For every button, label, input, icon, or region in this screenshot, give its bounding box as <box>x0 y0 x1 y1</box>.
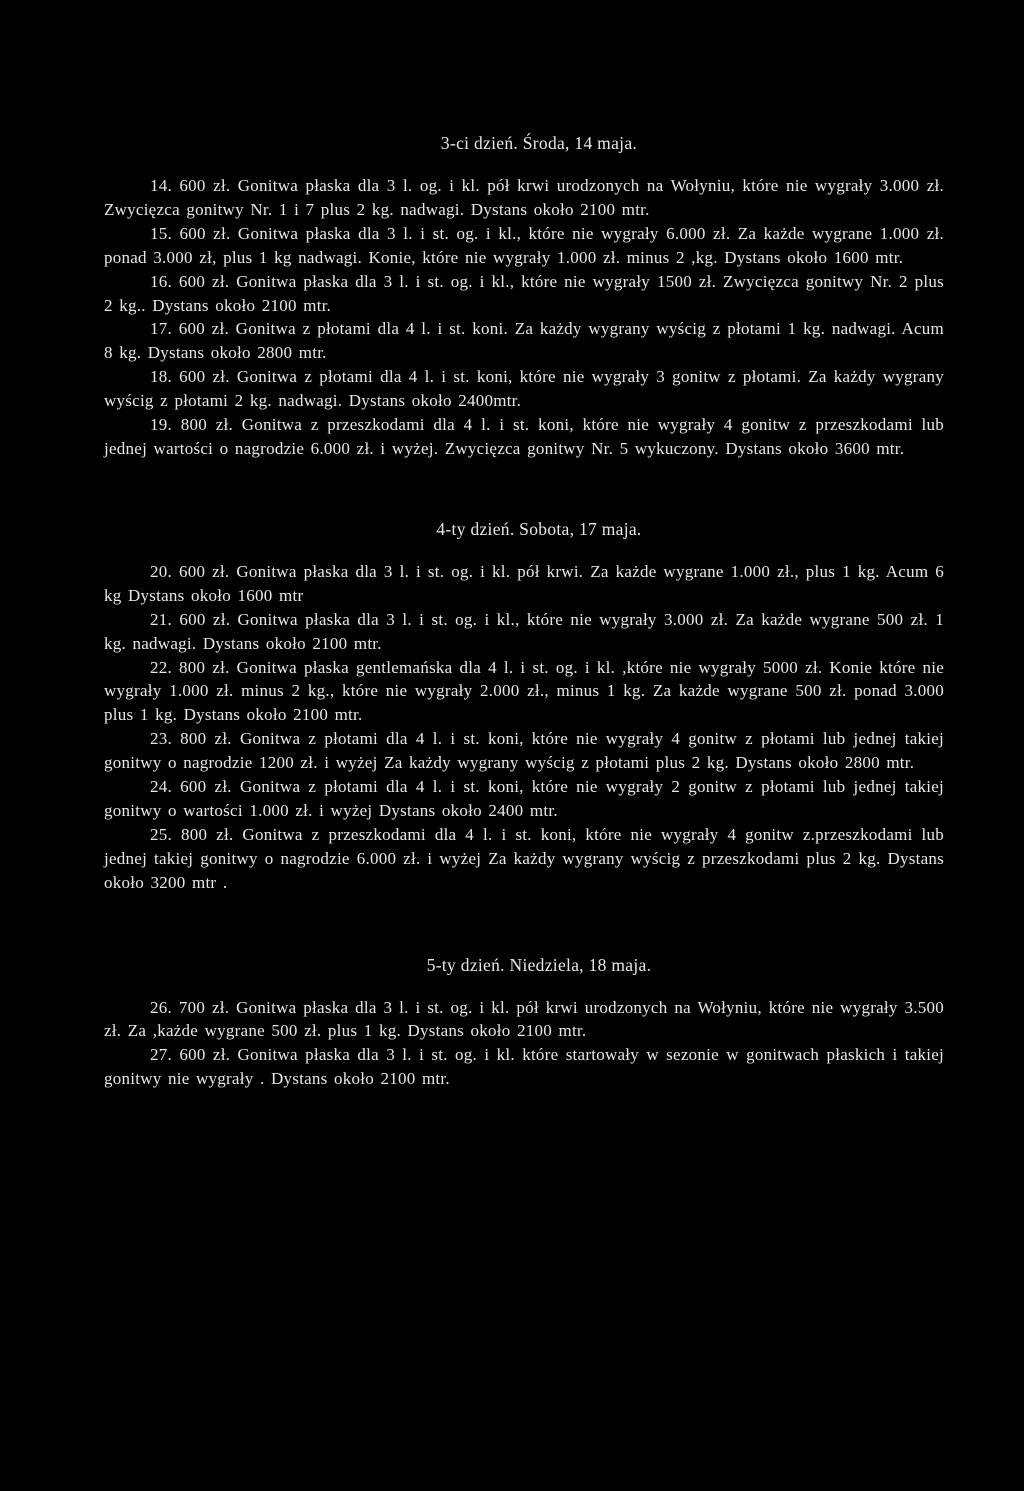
race-entry-15: 15. 600 zł. Gonitwa płaska dla 3 l. i st. og. i kl., które nie wygrały 6.000 zł. Za każde wygrane 1.000 zł. ponad 3.000 zł, plus 1 kg nadwagi. Konie, które nie wygrały 1.000 zł. minus 2 ,kg. Dystans około 1600 mtr. <box>104 223 944 267</box>
race-entry-23: 23. 800 zł. Gonitwa z płotami dla 4 l. i st. koni, które nie wygrały 4 gonitw z płotami lub jednej takiej gonitwy o nagrodzie 1200 zł. i wyżej Za każdy wygrany wyścig z płotami plus 2 kg. Dystans około 2800 mtr. <box>104 729 944 773</box>
day-heading: 4-ty dzień. Sobota, 17 maja. <box>436 518 642 539</box>
race-entry-17: 17. 600 zł. Gonitwa z płotami dla 4 l. i st. koni. Za każdy wygrany wyścig z płotami 1 kg. nadwagi. Acum 8 kg. Dystans około 2800 mtr. <box>104 319 944 363</box>
race-entry-19: 19. 800 zł. Gonitwa z przeszkodami dla 4 l. i st. koni, które nie wygrały 4 gonitw z przeszkodami lub jednej wartości o nagrodzie 6.000 zł. i wyżej. Zwycięzca gonitwy Nr. 5 wykuczony. Dystans około 3600 mtr. <box>104 415 944 458</box>
race-entry-24: 24. 600 zł. Gonitwa z płotami dla 4 l. i st. koni, które nie wygrały 2 gonitw z płotami lub jednej takiej gonitwy o wartości 1.000 zł. i wyżej Dystans około 2400 mtr. <box>104 777 944 820</box>
day-section-3 <box>104 133 944 461</box>
race-entry-18: 18. 600 zł. Gonitwa z płotami dla 4 l. i st. koni, które nie wygrały 3 gonitw z płotami. Za każdy wygrany wyścig z płotami 2 kg. nadwagi. Dystans około 2400mtr. <box>104 367 944 411</box>
race-entry-21: 21. 600 zł. Gonitwa płaska dla 3 l. i st. og. i kl., które nie wygrały 3.000 zł. Za każde wygrane 500 zł. 1 kg. nadwagi. Dystans około 2100 mtr. <box>104 609 944 653</box>
race-entry-27: 27. 600 zł. Gonitwa płaska dla 3 l. i st. og. i kl. które startowały w sezonie w gonitwach płaskich i takiej gonitwy nie wygrały . Dystans około 2100 mtr. <box>104 1045 944 1089</box>
day-heading: 3-ci dzień. Środa, 14 maja. <box>440 133 638 153</box>
document-page <box>104 0 944 1091</box>
day-heading: 5-ty dzień. Niedziela, 18 maja. <box>426 954 652 975</box>
race-entry-22: 22. 800 zł. Gonitwa płaska gentlemańska dla 4 l. i st. og. i kl. ,które nie wygrały 5000 zł. Konie które nie wygrały 1.000 zł. minus 2 kg., które nie wygrały 2.000 zł., minus 1 kg. Za każde wygrane 500 zł. ponad 3.000 plus 1 kg. Dystans około 2100 mtr. <box>104 657 944 725</box>
race-entry-16: 16. 600 zł. Gonitwa płaska dla 3 l. i st. og. i kl., które nie wygrały 1500 zł. Zwycięzca gonitwy Nr. 2 plus 2 kg.. Dystans około 2100 mtr. <box>104 271 944 315</box>
race-entry-25: 25. 800 zł. Gonitwa z przeszkodami dla 4 l. i st. koni, które nie wygrały 4 gonitw z.przeszkodami lub jednej takiej gonitwy o nagrodzie 6.000 zł. i wyżej Za każdy wygrany wyścig z przeszkodami plus 2 kg. Dystans około 3200 mtr . <box>104 824 944 892</box>
race-entry-20: 20. 600 zł. Gonitwa płaska dla 3 l. i st. og. i kl. pół krwi. Za każde wygrane 1.000 zł., plus 1 kg. Acum 6 kg Dystans około 1600 mtr <box>104 561 944 605</box>
day-section-4 <box>104 519 944 895</box>
race-entry-14: 14. 600 zł. Gonitwa płaska dla 3 l. og. i kl. pół krwi urodzonych na Wołyniu, które nie wygrały 3.000 zł. Zwycięzca gonitwy Nr. 1 i 7 plus 2 kg. nadwagi. Dystans około 2100 mtr. <box>104 176 944 219</box>
race-entry-26: 26. 700 zł. Gonitwa płaska dla 3 l. i st. og. i kl. pół krwi urodzonych na Wołyniu, które nie wygrały 3.500 zł. Za ,każde wygrane 500 zł. plus 1 kg. Dystans około 2100 mtr. <box>104 997 944 1041</box>
day-section-5 <box>104 955 944 1092</box>
